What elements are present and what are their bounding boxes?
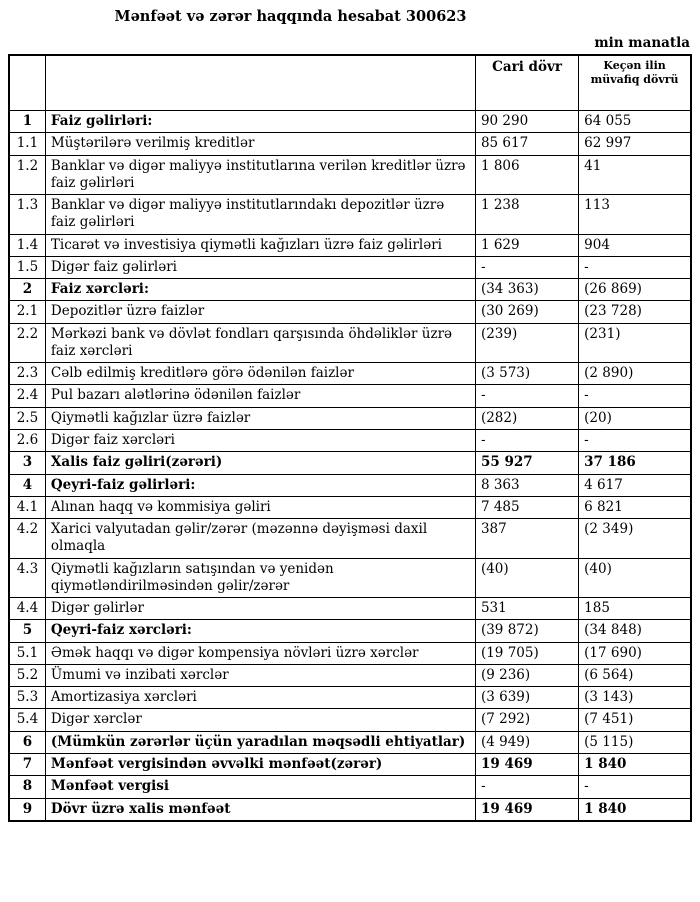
row-label-cell: Ticarət və investisiya qiymətli kağızları üzrə faiz gəlirləri [45, 234, 475, 256]
value-current-cell: 8 363 [475, 474, 578, 496]
row-label-cell: Depozitlər üzrə faizlər [45, 301, 475, 323]
value-current-cell: (19 705) [475, 642, 578, 664]
row-number-cell: 2.4 [9, 385, 45, 407]
table-row [9, 664, 691, 686]
value-current-cell: 387 [475, 519, 578, 559]
row-number-cell: 1.5 [9, 256, 45, 278]
value-previous-cell: 64 055 [579, 111, 691, 133]
value-previous-cell: 1 840 [579, 798, 691, 821]
row-number-cell: 2.1 [9, 301, 45, 323]
value-previous-cell: 113 [579, 195, 691, 235]
value-current-cell: 531 [475, 598, 578, 620]
row-number-cell: 1.3 [9, 195, 45, 235]
row-number-cell: 5.2 [9, 664, 45, 686]
value-current-cell: (40) [475, 558, 578, 598]
value-current-cell: (4 949) [475, 731, 578, 753]
row-number-cell: 6 [9, 731, 45, 753]
row-label-cell: Qiymətli kağızların satışından və yenidən qiymətləndirilməsindən gəlir/zərər [45, 558, 475, 598]
row-number-cell: 4.4 [9, 598, 45, 620]
row-label-cell: Xalis faiz gəliri(zərəri) [45, 452, 475, 474]
value-current-cell: - [475, 385, 578, 407]
value-current-cell: - [475, 256, 578, 278]
table-row [9, 452, 691, 474]
value-current-cell: (39 872) [475, 620, 578, 642]
row-label-cell: Dövr üzrə xalis mənfəət [45, 798, 475, 821]
unit-note: min manatla [594, 35, 690, 51]
value-previous-cell: (2 890) [579, 363, 691, 385]
table-row [9, 323, 691, 363]
value-previous-cell: - [579, 429, 691, 451]
row-number-cell: 2.3 [9, 363, 45, 385]
table-row [9, 776, 691, 798]
value-current-cell: (3 639) [475, 687, 578, 709]
row-label-cell: (Mümkün zərərlər üçün yaradılan məqsədli ehtiyatlar) [45, 731, 475, 753]
value-previous-cell: (40) [579, 558, 691, 598]
value-previous-cell: (231) [579, 323, 691, 363]
value-current-cell: 90 290 [475, 111, 578, 133]
table-row [9, 133, 691, 155]
row-number-cell: 4 [9, 474, 45, 496]
value-current-cell: (3 573) [475, 363, 578, 385]
value-current-cell: 85 617 [475, 133, 578, 155]
table-row [9, 798, 691, 821]
value-previous-cell: (7 451) [579, 709, 691, 731]
row-label-cell: Amortizasiya xərcləri [45, 687, 475, 709]
value-previous-cell: 1 840 [579, 753, 691, 775]
row-number-cell: 9 [9, 798, 45, 821]
row-label-cell: Xarici valyutadan gəlir/zərər (məzənnə dəyişməsi daxil olmaqla [45, 519, 475, 559]
table-row [9, 279, 691, 301]
row-number-cell: 4.3 [9, 558, 45, 598]
row-number-cell: 1.2 [9, 155, 45, 195]
table-header-row [9, 55, 691, 111]
value-current-cell: 1 629 [475, 234, 578, 256]
pl-table-body [9, 111, 691, 821]
value-current-cell: (34 363) [475, 279, 578, 301]
value-current-cell: (239) [475, 323, 578, 363]
value-previous-cell: 62 997 [579, 133, 691, 155]
value-previous-cell: - [579, 776, 691, 798]
row-number-cell: 2.5 [9, 407, 45, 429]
value-current-cell: - [475, 429, 578, 451]
value-current-cell: (30 269) [475, 301, 578, 323]
value-previous-cell: (6 564) [579, 664, 691, 686]
table-row [9, 111, 691, 133]
table-row [9, 256, 691, 278]
table-row [9, 301, 691, 323]
value-previous-cell: 4 617 [579, 474, 691, 496]
table-row [9, 407, 691, 429]
value-previous-cell: (20) [579, 407, 691, 429]
row-label-cell: Cəlb edilmiş kreditlərə görə ödənilən faizlər [45, 363, 475, 385]
table-row [9, 642, 691, 664]
row-number-cell: 5.1 [9, 642, 45, 664]
row-label-cell: Banklar və digər maliyyə institutlarına verilən kreditlər üzrə faiz gəlirləri [45, 155, 475, 195]
header-current-period: Cari dövr [475, 55, 578, 111]
row-number-cell: 8 [9, 776, 45, 798]
row-label-cell: Digər faiz xərcləri [45, 429, 475, 451]
row-number-cell: 5.3 [9, 687, 45, 709]
row-label-cell: Digər faiz gəlirləri [45, 256, 475, 278]
value-previous-cell: (17 690) [579, 642, 691, 664]
row-label-cell: Digər xərclər [45, 709, 475, 731]
row-label-cell: Qiymətli kağızlar üzrə faizlər [45, 407, 475, 429]
row-label-cell: Pul bazarı alətlərinə ödənilən faizlər [45, 385, 475, 407]
value-previous-cell: (2 349) [579, 519, 691, 559]
value-previous-cell: 185 [579, 598, 691, 620]
row-label-cell: Ümumi və inzibati xərclər [45, 664, 475, 686]
row-label-cell: Qeyri-faiz gəlirləri: [45, 474, 475, 496]
row-number-cell: 4.2 [9, 519, 45, 559]
value-current-cell: 1 238 [475, 195, 578, 235]
value-previous-cell: 904 [579, 234, 691, 256]
value-current-cell: 55 927 [475, 452, 578, 474]
value-current-cell: (9 236) [475, 664, 578, 686]
table-row [9, 687, 691, 709]
row-number-cell: 1.1 [9, 133, 45, 155]
row-number-cell: 1.4 [9, 234, 45, 256]
table-row [9, 155, 691, 195]
table-row [9, 598, 691, 620]
value-current-cell: 19 469 [475, 753, 578, 775]
table-row [9, 474, 691, 496]
row-number-cell: 2 [9, 279, 45, 301]
table-row [9, 519, 691, 559]
row-number-cell: 1 [9, 111, 45, 133]
value-previous-cell: 41 [579, 155, 691, 195]
table-row [9, 429, 691, 451]
header-previous-period: Keçən ilin müvafiq dövrü [579, 55, 691, 111]
table-row [9, 731, 691, 753]
value-previous-cell: - [579, 385, 691, 407]
value-current-cell: 1 806 [475, 155, 578, 195]
value-current-cell: 19 469 [475, 798, 578, 821]
table-row [9, 558, 691, 598]
row-number-cell: 2.6 [9, 429, 45, 451]
value-current-cell: 7 485 [475, 496, 578, 518]
table-row [9, 620, 691, 642]
row-label-cell: Banklar və digər maliyyə institutlarındakı depozitlər üzrə faiz gəlirləri [45, 195, 475, 235]
row-label-cell: Digər gəlirlər [45, 598, 475, 620]
value-previous-cell: - [579, 256, 691, 278]
value-previous-cell: (34 848) [579, 620, 691, 642]
profit-loss-table [8, 54, 692, 822]
row-label-cell: Mərkəzi bank və dövlət fondları qarşısında öhdəliklər üzrə faiz xərcləri [45, 323, 475, 363]
row-number-cell: 7 [9, 753, 45, 775]
value-previous-cell: (5 115) [579, 731, 691, 753]
row-number-cell: 5.4 [9, 709, 45, 731]
table-row [9, 195, 691, 235]
row-number-cell: 4.1 [9, 496, 45, 518]
row-label-cell: Əmək haqqı və digər kompensiya növləri üzrə xərclər [45, 642, 475, 664]
row-number-cell: 5 [9, 620, 45, 642]
row-number-cell: 2.2 [9, 323, 45, 363]
header-label-cell [45, 55, 475, 111]
table-row [9, 234, 691, 256]
table-row [9, 496, 691, 518]
table-row [9, 363, 691, 385]
table-row [9, 709, 691, 731]
value-previous-cell: (26 869) [579, 279, 691, 301]
report-title: Mənfəət və zərər haqqında hesabat 300623 [114, 8, 467, 25]
value-current-cell: (7 292) [475, 709, 578, 731]
value-previous-cell: 6 821 [579, 496, 691, 518]
header-number-cell [9, 55, 45, 111]
value-previous-cell: 37 186 [579, 452, 691, 474]
value-previous-cell: (3 143) [579, 687, 691, 709]
row-label-cell: Faiz gəlirləri: [45, 111, 475, 133]
value-previous-cell: (23 728) [579, 301, 691, 323]
row-label-cell: Müştərilərə verilmiş kreditlər [45, 133, 475, 155]
value-current-cell: (282) [475, 407, 578, 429]
row-label-cell: Mənfəət vergisi [45, 776, 475, 798]
table-row [9, 385, 691, 407]
value-current-cell: - [475, 776, 578, 798]
table-row [9, 753, 691, 775]
row-label-cell: Faiz xərcləri: [45, 279, 475, 301]
row-label-cell: Mənfəət vergisindən əvvəlki mənfəət(zərər) [45, 753, 475, 775]
row-label-cell: Qeyri-faiz xərcləri: [45, 620, 475, 642]
row-number-cell: 3 [9, 452, 45, 474]
row-label-cell: Alınan haqq və kommisiya gəliri [45, 496, 475, 518]
